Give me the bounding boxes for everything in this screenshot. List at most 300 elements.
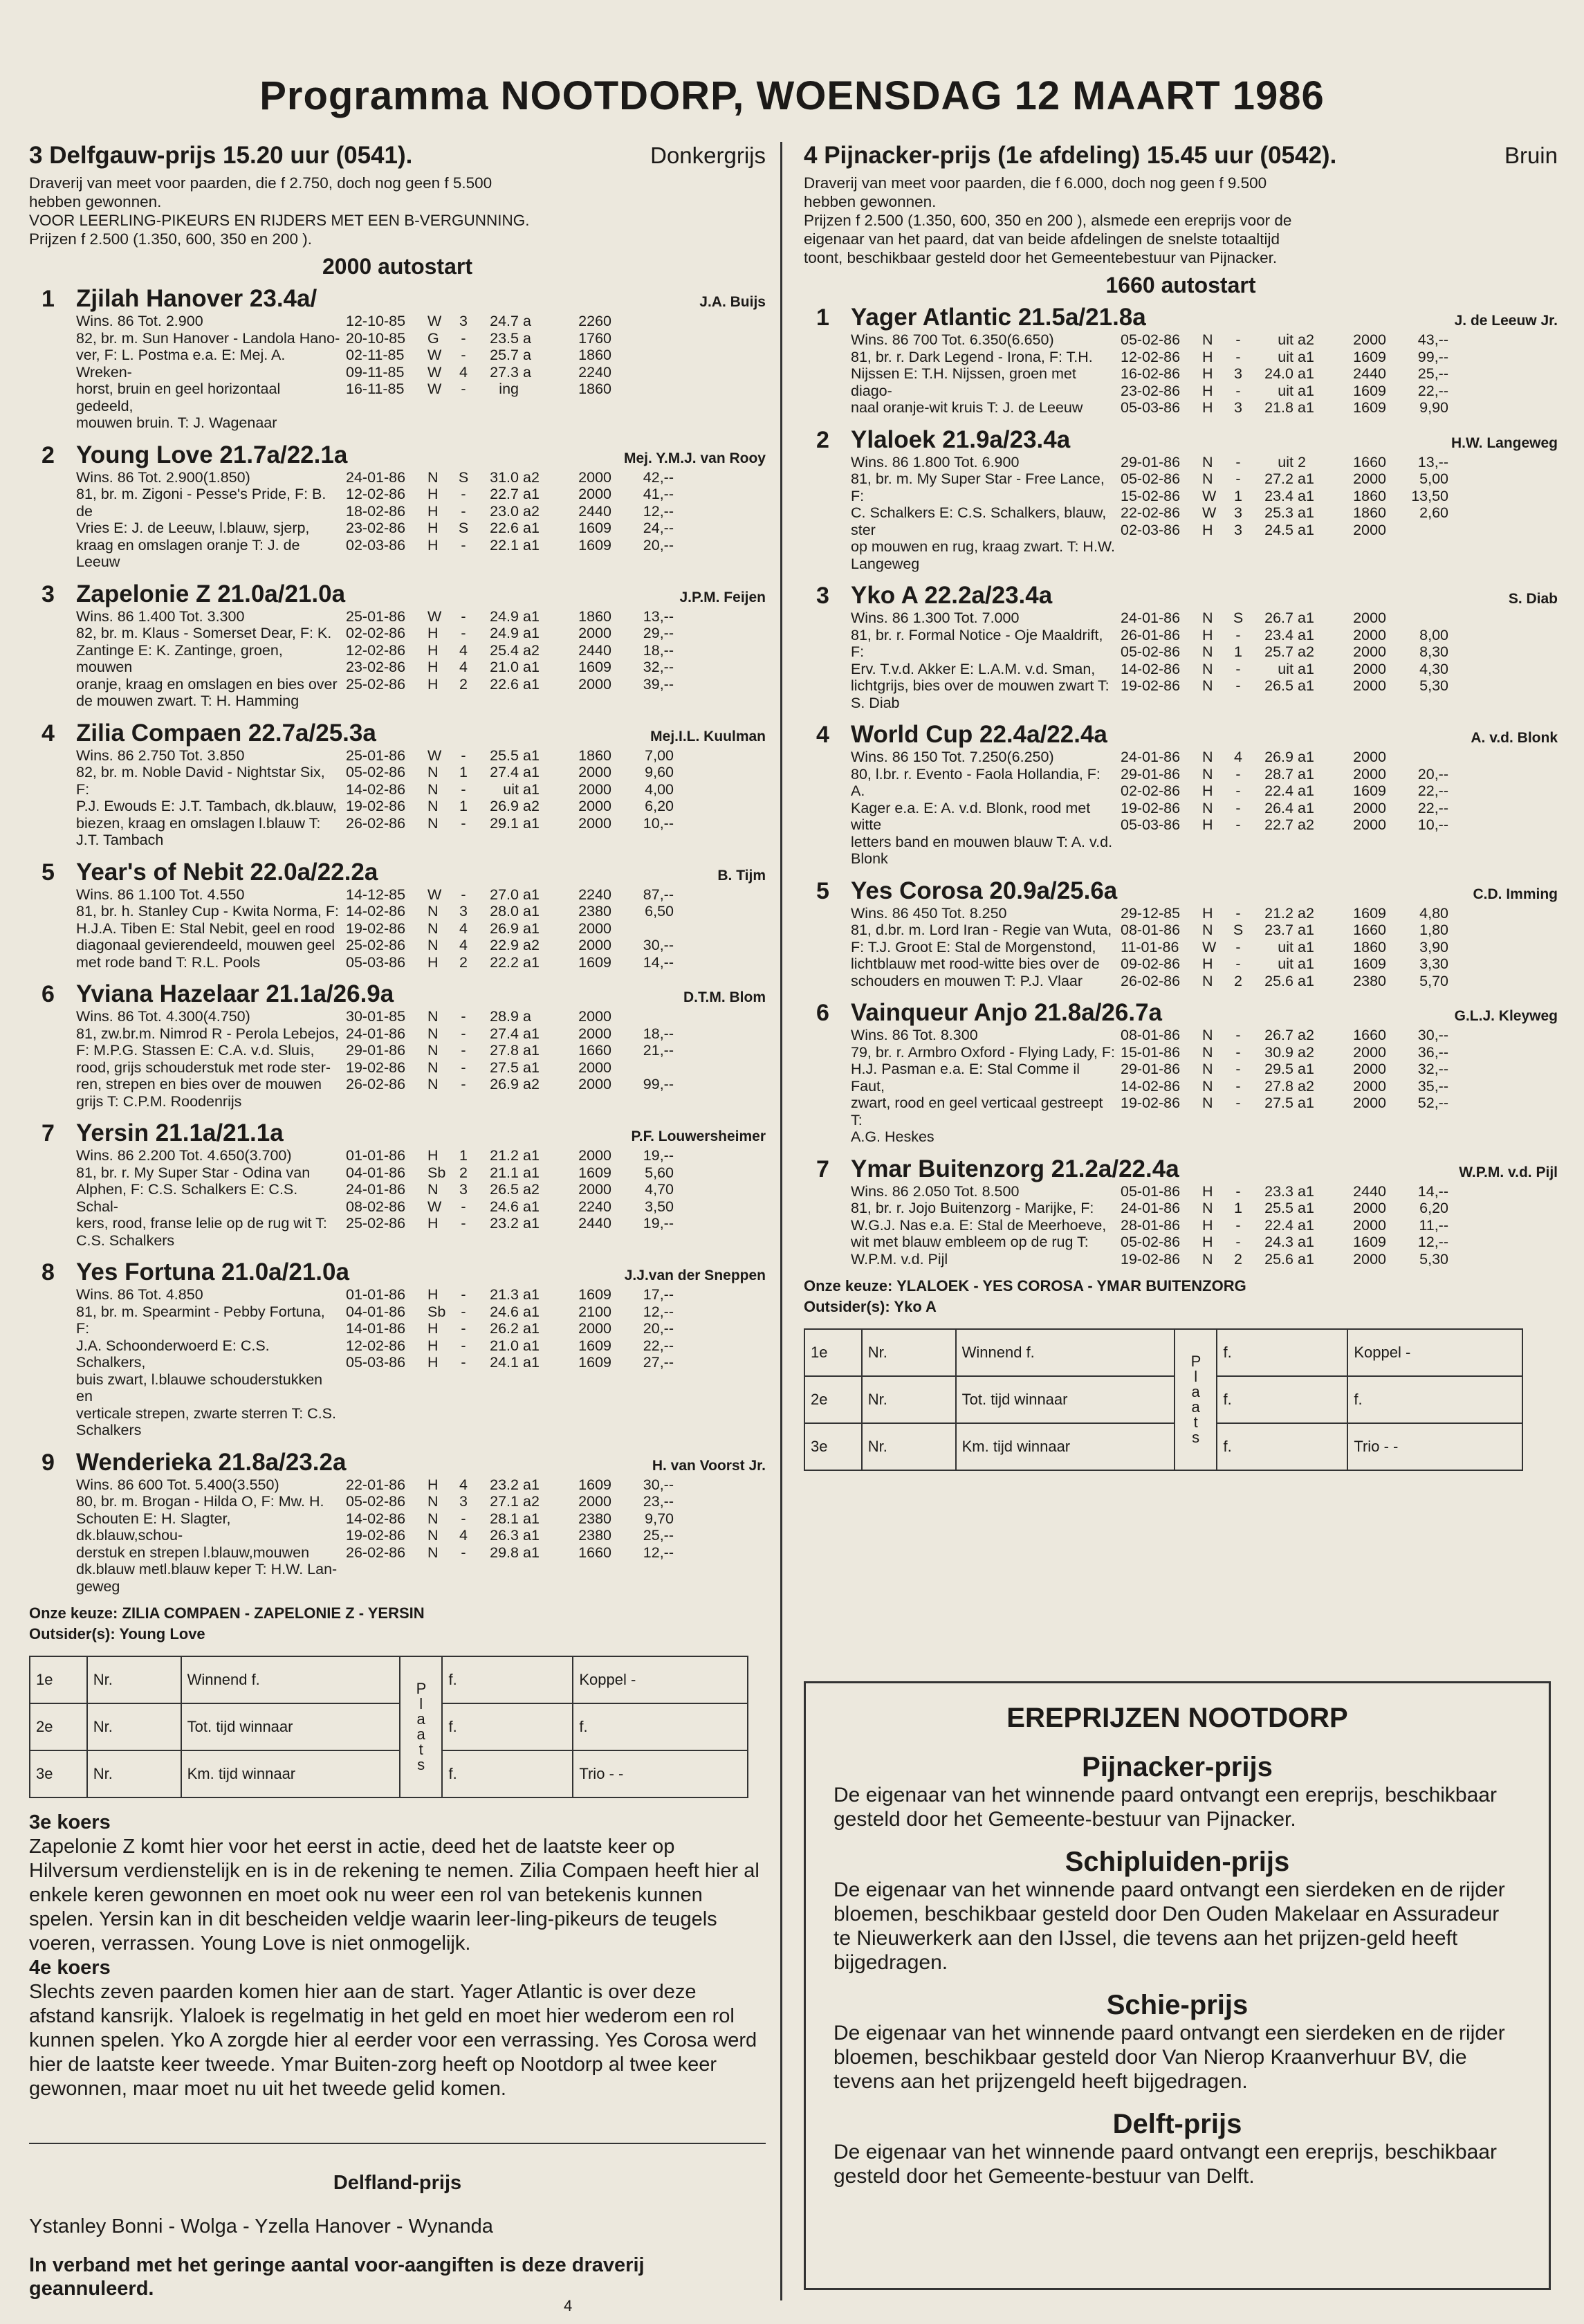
result-cell: uit	[503, 780, 519, 798]
entry-number: 4	[42, 720, 55, 747]
result-cell: 4,30	[1419, 660, 1448, 677]
result-cell: 1609	[578, 1476, 611, 1493]
horse-description	[851, 610, 1121, 711]
race4-column	[804, 142, 1558, 2300]
race4-entries	[804, 304, 1558, 1268]
result-cell: 27.3	[490, 363, 519, 381]
result-cell: 20,--	[643, 1320, 674, 1337]
result-cell: a1	[523, 1042, 540, 1059]
result-cell: 14-02-86	[1121, 660, 1181, 677]
result-cell: 2	[1298, 453, 1306, 470]
result-cell: -	[1235, 382, 1241, 399]
entry-number: 4	[816, 722, 829, 748]
result-cell: 21,--	[643, 1042, 674, 1059]
result-cell: 36,--	[1417, 1043, 1448, 1061]
delfland-section	[29, 2143, 766, 2300]
result-cell: 26.9	[490, 919, 519, 937]
description-line: Wins. 86 600 Tot. 5.400(3.550)	[76, 1476, 279, 1493]
description-line: Wins. 86 2.200 Tot. 4.650(3.700)	[76, 1147, 292, 1164]
race3-choice	[29, 1604, 766, 1622]
result-cell: 7,00	[645, 747, 674, 764]
result-row	[346, 920, 766, 937]
race3-conditions	[29, 174, 766, 248]
result-cell: 19-02-86	[1121, 677, 1181, 694]
result-cell: a2	[1298, 1077, 1314, 1095]
result-cell: a2	[523, 502, 540, 520]
result-cell: 8,30	[1419, 643, 1448, 660]
result-cell: 26-02-86	[346, 1544, 406, 1561]
entry-header	[29, 441, 766, 469]
result-cell: N	[427, 780, 439, 798]
result-cell: 52,--	[1417, 1095, 1448, 1111]
result-cell: N	[1202, 610, 1213, 626]
choice-label: Onze keuze:	[804, 1277, 893, 1294]
result-cell: a2	[523, 798, 540, 814]
entry-body	[851, 749, 1558, 868]
result-row	[1121, 1078, 1558, 1095]
result-row	[1121, 766, 1558, 783]
result-cell: 26.9	[490, 1076, 519, 1092]
horse-description	[76, 747, 346, 849]
result-cell: N	[1202, 331, 1213, 348]
result-cell: a2	[1298, 816, 1314, 833]
result-cell: 25.5	[490, 747, 519, 764]
result-cell: N	[427, 903, 439, 919]
result-cell: 3,90	[1419, 938, 1448, 955]
description-line: Nijssen E: T.H. Nijssen, groen met diago-	[851, 365, 1076, 399]
result-cell: 5,30	[1419, 677, 1448, 694]
result-cell: 2000	[578, 798, 611, 814]
result-cell: -	[461, 780, 466, 798]
race4-outsider	[804, 1298, 1558, 1316]
horse-name: Yager Atlantic 21.5a/21.8a	[851, 304, 1146, 331]
result-cell: 2000	[1353, 765, 1386, 783]
result-cell: 2000	[1353, 1200, 1386, 1216]
entry-header	[29, 720, 766, 747]
place-cell: 1e	[804, 1329, 862, 1376]
horse-description	[76, 469, 346, 571]
ereprijs-name: Delft-prijs	[1112, 2109, 1242, 2139]
result-cell: a1	[523, 486, 540, 502]
result-row	[346, 1527, 766, 1544]
entry-number: 7	[816, 1155, 829, 1182]
result-cell: 05-03-86	[1121, 399, 1181, 416]
result-cell: a1	[1298, 1250, 1314, 1268]
result-cell: 05-02-86	[1121, 470, 1181, 487]
result-cell: 1860	[1353, 938, 1386, 955]
result-cell: 25.5	[1264, 1200, 1293, 1216]
result-cell: N	[1202, 1095, 1213, 1111]
entry-body	[76, 608, 766, 710]
outsider-label: Outsider(s):	[29, 1625, 116, 1643]
past-results	[346, 1147, 766, 1249]
result-cell: 05-02-86	[346, 1493, 406, 1510]
result-cell: 1609	[578, 953, 611, 971]
result-cell: a1	[1298, 799, 1314, 816]
result-cell: 21.2	[490, 1147, 519, 1164]
result-cell: -	[461, 1544, 466, 1561]
result-cell: 22.4	[1264, 783, 1293, 799]
result-cell: 2000	[1353, 626, 1386, 643]
result-cell: 27.8	[490, 1042, 519, 1059]
race3-color: Donkergrijs	[650, 143, 766, 168]
result-cell: H	[427, 486, 439, 502]
result-cell: 26.3	[490, 1527, 519, 1544]
race4-color: Bruin	[1504, 143, 1558, 168]
result-cell: 3	[1234, 521, 1242, 538]
description-line: 81, br. m. My Super Star - Free Lance, F:	[851, 470, 1105, 504]
nr-cell: Nr.	[87, 1656, 181, 1703]
result-cell: a1	[523, 1059, 540, 1076]
result-cell: -	[461, 347, 466, 363]
result-cell: a2	[1298, 643, 1314, 660]
result-cell: 22.7	[490, 486, 519, 502]
result-cell: a	[523, 347, 531, 363]
result-cell: 2000	[1353, 1216, 1386, 1234]
page-number: 4	[564, 2297, 573, 2314]
result-cell: 2000	[1353, 470, 1386, 487]
result-cell: 2	[459, 953, 468, 971]
entry-number: 5	[816, 877, 829, 904]
result-cell: a1	[523, 1303, 540, 1320]
result-cell: N	[427, 1493, 439, 1510]
result-cell: 22.4	[1264, 1216, 1293, 1234]
description-line: derstuk en strepen l.blauw,mouwen	[76, 1544, 310, 1561]
entry-body	[76, 747, 766, 849]
description-line: lichtblauw met rood-witte bies over de	[851, 955, 1100, 972]
ereprijs-name: Pijnacker-prijs	[1082, 1752, 1273, 1782]
result-cell: 14,--	[1417, 1182, 1448, 1200]
description-line: 81, br. r. Jojo Buitenzorg - Marijke, F:	[851, 1200, 1094, 1216]
result-cell: 16-02-86	[1121, 365, 1181, 382]
result-cell: 24-01-86	[1121, 610, 1181, 626]
result-cell: 1660	[578, 1544, 611, 1561]
result-cell: a1	[1298, 470, 1314, 487]
result-cell: 24-01-86	[346, 1181, 406, 1198]
plaats-cell	[400, 1656, 443, 1797]
choice-value: ZILIA COMPAEN - ZAPELONIE Z - YERSIN	[122, 1604, 425, 1622]
result-row	[346, 747, 766, 765]
info-cell: Winnend f.	[181, 1656, 400, 1703]
result-cell: 2000	[578, 937, 611, 953]
result-cell: 25-02-86	[346, 1215, 406, 1232]
result-cell: -	[461, 1008, 466, 1025]
past-results	[346, 469, 766, 571]
result-cell: 1	[459, 764, 468, 780]
result-cell: 2000	[578, 1320, 611, 1337]
result-row	[346, 1303, 766, 1321]
result-cell: a2	[523, 1076, 540, 1092]
result-cell: 22,--	[643, 1337, 674, 1354]
result-cell: 19,--	[643, 1215, 674, 1232]
description-line: Schalkers	[76, 1422, 142, 1438]
result-row	[1121, 1095, 1558, 1112]
trio-cell	[573, 1750, 748, 1797]
description-line: 81, br. r. My Super Star - Odina van	[76, 1164, 311, 1181]
result-cell: N	[427, 1181, 439, 1198]
horse-description	[76, 608, 346, 710]
result-cell: 05-03-86	[346, 1354, 406, 1371]
result-cell: 31.0	[490, 468, 519, 486]
result-cell: 12-02-86	[346, 486, 406, 502]
outsider-value: Young Love	[119, 1625, 205, 1643]
result-cell: W	[1202, 938, 1217, 955]
entry-number: 3	[816, 583, 829, 609]
result-cell: 27.4	[490, 1025, 519, 1042]
result-cell: 1609	[1353, 904, 1386, 922]
info-cell: Winnend f.	[956, 1329, 1175, 1376]
description-line: Wins. 86 Tot. 2.900(1.850)	[76, 468, 250, 486]
result-cell: 12,--	[643, 1544, 674, 1561]
result-cell: 22,--	[1417, 382, 1448, 399]
result-row	[1121, 939, 1558, 956]
result-cell: 2000	[578, 919, 611, 937]
result-cell: 10,--	[643, 814, 674, 832]
result-cell: N	[1202, 660, 1213, 677]
result-cell: 25.4	[490, 641, 519, 659]
result-cell: 5,30	[1419, 1250, 1448, 1268]
entry-body	[851, 1027, 1558, 1146]
result-cell: 25.6	[1264, 972, 1293, 989]
result-cell: 29,--	[643, 625, 674, 641]
condition-line: toont, beschikbaar gesteld door het Gemeentebestuur van Pijnacker.	[804, 249, 1278, 266]
result-cell: N	[427, 798, 439, 814]
result-cell: 24.9	[490, 607, 519, 625]
result-cell: 14-02-86	[1121, 1077, 1181, 1095]
result-cell: 32,--	[643, 659, 674, 675]
result-cell: N	[1202, 643, 1213, 660]
result-cell: a	[523, 313, 531, 329]
result-cell: 14-02-86	[346, 780, 406, 798]
result-cell: 2000	[1353, 643, 1386, 660]
trainer-name: P.F. Louwersheimer	[631, 1128, 766, 1144]
trainer-name: G.L.J. Kleyweg	[1454, 1008, 1558, 1024]
entry-number: 2	[42, 441, 55, 468]
result-cell: 01-01-86	[346, 1286, 406, 1303]
result-row	[1121, 504, 1558, 522]
result-cell: H	[427, 953, 439, 971]
result-cell: 09-11-85	[346, 363, 405, 381]
horse-name: Yko A 22.2a/23.4a	[851, 582, 1053, 609]
result-cell: 19-02-86	[346, 919, 406, 937]
result-cell: 2000	[578, 1147, 611, 1164]
result-cell: 29.1	[490, 814, 519, 832]
result-cell: 19-02-86	[346, 1059, 406, 1076]
result-cell: -	[1235, 660, 1241, 677]
result-cell: uit	[1278, 348, 1293, 365]
entry-header	[804, 426, 1558, 454]
result-cell: 19-02-86	[346, 798, 406, 814]
horse-entry	[29, 720, 766, 849]
result-cell: 2000	[578, 764, 611, 780]
result-cell: a2	[523, 1493, 540, 1510]
horse-description	[76, 1147, 346, 1249]
commentary-text-4: Slechts zeven paarden komen hier aan de start. Yager Atlantic is over deze afstand kansrijk. Ylaloek is regelmatig in het geld en moet hier wederom een rol kunnen spelen. Yko A zorgde hier al eerder voor een verrassing. Yes Corosa werd hier de laatste keer tweede. Ymar Buiten-zorg heeft op Nootdorp al twee keer gewonnen, maar moet nu uit het tweede gelid komen.	[29, 1981, 757, 2100]
result-cell: -	[461, 1198, 466, 1215]
result-cell: 27.5	[1264, 1095, 1293, 1111]
result-cell: 30,--	[643, 937, 674, 953]
result-cell: 16-11-85	[346, 381, 405, 397]
result-row	[346, 1042, 766, 1059]
description-line: J.A. Schoonderwoerd E: C.S. Schalkers,	[76, 1337, 270, 1371]
result-row	[346, 520, 766, 537]
result-cell: 28.0	[490, 903, 519, 919]
result-cell	[611, 347, 674, 364]
description-line: zwart, rood en geel verticaal gestreept T:	[851, 1095, 1103, 1128]
result-cell: 24,--	[643, 520, 674, 536]
result-cell: S	[458, 520, 469, 536]
description-line: 81, br. r. Dark Legend - Irona, F: T.H.	[851, 348, 1093, 365]
description-line: 82, br. m. Sun Hanover - Landola Hano-	[76, 329, 340, 347]
result-cell: 28.9	[490, 1008, 519, 1025]
entry-number: 8	[42, 1259, 55, 1285]
result-cell: 2000	[578, 1181, 611, 1198]
result-cell: 35,--	[1417, 1077, 1448, 1095]
result-cell: 1609	[1353, 1234, 1386, 1250]
result-cell: 24-01-86	[1121, 1200, 1181, 1216]
result-cell: 3	[459, 1181, 468, 1198]
result-cell: 11-01-86	[1121, 938, 1179, 955]
result-cell: 05-03-86	[1121, 816, 1181, 833]
result-row	[1121, 1200, 1558, 1217]
result-cell: 2000	[1353, 1077, 1386, 1095]
result-cell: 1609	[578, 536, 611, 553]
description-line: rood, grijs schouderstuk met rode ster-	[76, 1059, 331, 1076]
result-cell: a	[523, 329, 531, 347]
result-cell: N	[427, 1025, 439, 1042]
result-cell: -	[461, 381, 466, 397]
result-cell: 23.5	[490, 329, 519, 347]
horse-name: Zapelonie Z 21.0a/21.0a	[76, 580, 346, 607]
result-cell: 2	[459, 675, 468, 693]
result-cell: -	[1235, 1234, 1241, 1250]
result-cell: 4,70	[645, 1181, 674, 1198]
result-cell: 23-02-86	[1121, 382, 1181, 399]
result-cell: 28.7	[1264, 765, 1293, 783]
result-cell: 2260	[578, 313, 611, 329]
result-cell: 22-01-86	[346, 1476, 406, 1493]
result-cell: G	[427, 329, 439, 347]
description-line: schouders en mouwen T: P.J. Vlaar	[851, 972, 1083, 989]
result-cell: 25,--	[1417, 365, 1448, 382]
result-cell: 19-02-86	[1121, 1250, 1181, 1268]
horse-entry	[804, 1155, 1558, 1268]
result-cell: 05-02-86	[346, 764, 406, 780]
nr-cell: Nr.	[862, 1423, 956, 1470]
result-cell: uit	[1278, 955, 1293, 972]
result-row	[1121, 1217, 1558, 1234]
result-cell: 2440	[578, 502, 611, 520]
entry-body	[76, 1286, 766, 1439]
trio-dash: - -	[609, 1765, 624, 1782]
result-row	[1121, 1044, 1558, 1061]
entry-body	[76, 1008, 766, 1110]
result-cell: a1	[1298, 938, 1314, 955]
result-cell: 23.0	[490, 502, 519, 520]
result-cell: N	[1202, 749, 1213, 765]
result-cell: W	[427, 886, 442, 903]
result-cell: a1	[523, 520, 540, 536]
koppel-cell	[573, 1656, 748, 1703]
result-cell: 2000	[1353, 799, 1386, 816]
result-cell: a1	[523, 1215, 540, 1232]
result-cell: N	[1202, 1061, 1213, 1077]
place-cell: 1e	[30, 1656, 87, 1703]
horse-description	[76, 886, 346, 971]
result-cell: 25.7	[1264, 643, 1293, 660]
result-cell: 3,50	[645, 1198, 674, 1215]
result-cell: H	[427, 1320, 439, 1337]
result-cell: 24-01-86	[1121, 749, 1181, 765]
description-line: F: T.J. Groot E: Stal de Morgenstond,	[851, 938, 1096, 955]
result-cell: a2	[1298, 904, 1314, 922]
result-cell: Sb	[427, 1303, 446, 1320]
result-cell: 30.9	[1264, 1043, 1293, 1061]
result-cell: -	[461, 486, 466, 502]
entry-body	[851, 454, 1558, 573]
description-line: C.S. Schalkers	[76, 1232, 175, 1249]
horse-description	[76, 1008, 346, 1110]
description-line: naal oranje-wit kruis T: J. de Leeuw	[851, 399, 1083, 416]
description-line: horst, bruin en geel horizontaal gedeeld,	[76, 381, 281, 414]
commentary-heading-3: 3e koers	[29, 1811, 111, 1833]
result-cell: 18,--	[643, 641, 674, 659]
result-cell: 10,--	[1417, 816, 1448, 833]
koppel-label: Koppel	[1354, 1344, 1401, 1361]
result-cell: 23-02-86	[346, 520, 406, 536]
nr-cell: Nr.	[87, 1750, 181, 1797]
race4-result-table	[804, 1328, 1523, 1471]
description-line: Schouten E: H. Slagter, dk.blauw,schou-	[76, 1510, 231, 1544]
result-cell: Sb	[427, 1164, 446, 1181]
horse-description	[76, 1286, 346, 1439]
result-row	[346, 608, 766, 625]
race3-heading: 3 Delfgauw-prijs 15.20 uur (0541).	[29, 142, 413, 169]
result-cell: a1	[523, 1544, 540, 1561]
result-cell: 27,--	[643, 1354, 674, 1371]
result-cell: 1609	[1353, 348, 1386, 365]
result-cell: a2	[523, 468, 540, 486]
koppel-dash: -	[631, 1671, 636, 1688]
result-cell: -	[461, 607, 466, 625]
result-cell: 2380	[1353, 972, 1386, 989]
result-cell: N	[427, 1059, 439, 1076]
result-cell: 2000	[1353, 660, 1386, 677]
result-row	[1121, 783, 1558, 800]
result-cell: uit	[1278, 453, 1293, 470]
result-cell: N	[427, 1510, 439, 1527]
result-cell: 3	[459, 1493, 468, 1510]
description-line: wit met blauw embleem op de rug T:	[851, 1234, 1089, 1250]
result-cell: 2000	[578, 468, 611, 486]
delfland-horses: Ystanley Bonni - Wolga - Yzella Hanover - Wynanda	[29, 2215, 493, 2238]
result-cell	[611, 313, 674, 330]
result-cell: 25-02-86	[346, 675, 406, 693]
result-cell: 1609	[578, 1337, 611, 1354]
trainer-name: J.J.van der Sneppen	[624, 1268, 766, 1283]
result-cell: a1	[523, 1527, 540, 1544]
race4-choice	[804, 1277, 1558, 1295]
place-cell: 2e	[804, 1376, 862, 1423]
result-cell: 29.8	[490, 1544, 519, 1561]
result-cell: 2000	[1353, 749, 1386, 765]
description-line: H.J. Pasman e.a. E: Stal Comme il Faut,	[851, 1061, 1080, 1095]
result-cell: 26.5	[490, 1181, 519, 1198]
race3-column	[29, 142, 766, 2300]
result-cell: a1	[1298, 487, 1314, 504]
result-cell: H	[1202, 904, 1213, 922]
result-cell: 1609	[578, 1354, 611, 1371]
